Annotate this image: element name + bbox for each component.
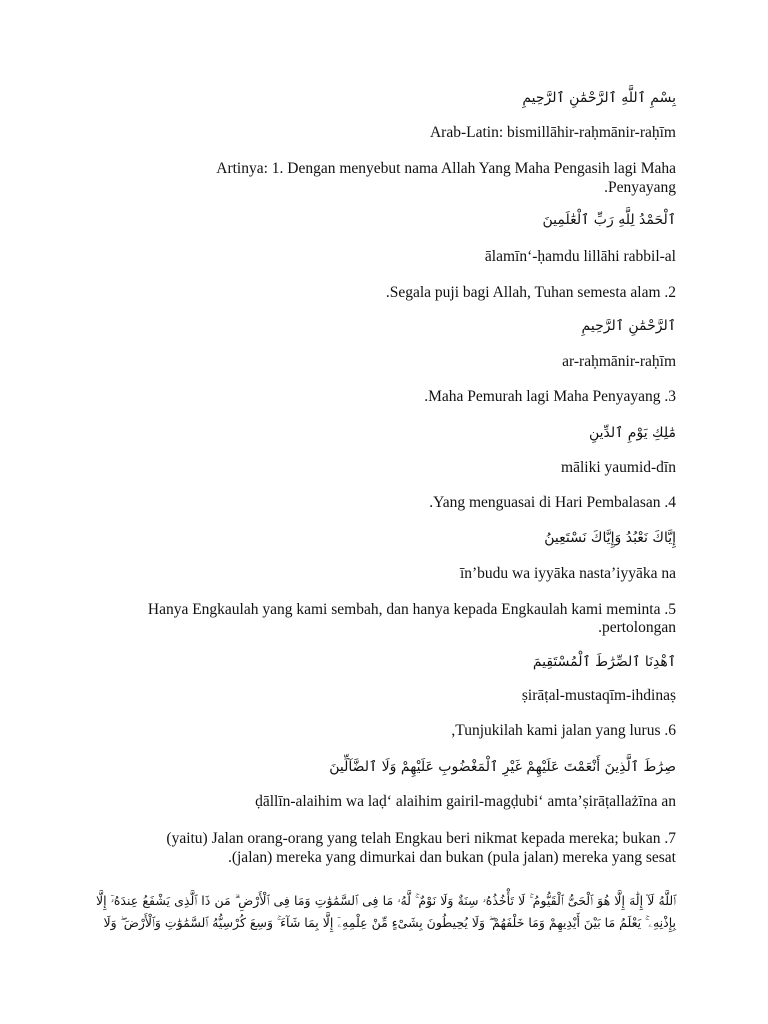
meaning-1-line1: Artinya: 1. Dengan menyebut nama Allah Yang Maha Pengasih lagi Maha (216, 160, 676, 177)
ayat-kursi-arabic: ٱللَّهُ لَآ إِلَٰهَ إِلَّا هُوَ ٱلْحَىُّ ٱلْقَيُّومُ ۚ لَا تَأْخُذُهُۥ سِنَةٌ وَلَا نَوْمٌ ۚ لَّهُۥ مَا فِى ٱلسَّمَٰوَٰتِ وَمَا فِى ٱلْأَرْضِ ۗ مَن ذَا ٱلَّذِى يَشْفَعُ عِندَهُۥٓ إِلَّا بِإِذْنِهِۦ ۚ يَعْلَمُ مَا بَيْنَ أَيْدِيهِمْ وَمَا خَلْفَهُمْ ۖ وَلَا يُحِيطُونَ بِشَىْءٍ مِّنْ عِلْمِهِۦٓ إِلَّا بِمَا شَآءَ ۚ وَسِعَ كُرْسِيُّهُ ٱلسَّمَٰوَٰتِ وَٱلْأَرْضَ ۖ وَلَا (96, 893, 676, 930)
verse-6-arabic: ٱهْدِنَا ٱلصِّرَٰطَ ٱلْمُسْتَقِيمَ (532, 654, 676, 670)
verse-6-latin: ṣirāṭal-mustaqīm-ihdinaṣ (521, 687, 676, 704)
meaning-4: .Yang menguasai di Hari Pembalasan .4 (429, 494, 676, 511)
verse-2-arabic: ٱلْحَمْدُ لِلَّهِ رَبِّ ٱلْعَٰلَمِينَ (542, 212, 676, 228)
meaning-1-line2: .Penyayang (604, 179, 676, 196)
verse-3-arabic: ٱلرَّحْمَٰنِ ٱلرَّحِيمِ (581, 318, 676, 334)
verse-7-arabic: صِرَٰطَ ٱلَّذِينَ أَنْعَمْتَ عَلَيْهِمْ غَيْرِ ٱلْمَغْضُوبِ عَلَيْهِمْ وَلَا ٱلضَّآلِّينَ (329, 759, 676, 775)
meaning-5-line2: .pertolongan (598, 619, 676, 636)
meaning-2: .Segala puji bagi Allah, Tuhan semesta alam .2 (385, 284, 676, 301)
verse-3-latin: ar-raḥmānir-raḥīm (562, 353, 676, 370)
verse-2-latin: ālamīn‘-ḥamdu lillāhi rabbil-al (484, 248, 676, 265)
bismillah-latin: Arab-Latin: bismillāhir-raḥmānir-raḥīm (429, 124, 676, 141)
verse-7-latin: ḍāllīn-alaihim wa laḍ‘ alaihim gairil-magḍubi‘ amta’ṣirāṭallażīna an (255, 793, 676, 810)
verse-5-latin: īn’budu wa iyyāka nasta’iyyāka na (459, 565, 676, 582)
meaning-6: ,Tunjukilah kami jalan yang lurus .6 (451, 722, 676, 739)
meaning-7-line1: (yaitu) Jalan orang-orang yang telah Engkau beri nikmat kepada mereka; bukan .7 (166, 830, 676, 847)
verse-4-latin: māliki yaumid-dīn (561, 459, 676, 476)
meaning-7-line2: .(jalan) mereka yang dimurkai dan bukan (pula jalan) mereka yang sesat (227, 849, 676, 866)
verse-4-arabic: مَٰلِكِ يَوْمِ ٱلدِّينِ (588, 425, 676, 441)
meaning-3: .Maha Pemurah lagi Maha Penyayang .3 (424, 388, 676, 405)
bismillah-arabic: بِسْمِ ٱللَّهِ ٱلرَّحْمَٰنِ ٱلرَّحِيمِ (522, 90, 676, 106)
meaning-5-line1: Hanya Engkaulah yang kami sembah, dan hanya kepada Engkaulah kami meminta .5 (147, 601, 676, 618)
verse-5-arabic: إِيَّاكَ نَعْبُدُ وَإِيَّاكَ نَسْتَعِينُ (544, 530, 676, 546)
